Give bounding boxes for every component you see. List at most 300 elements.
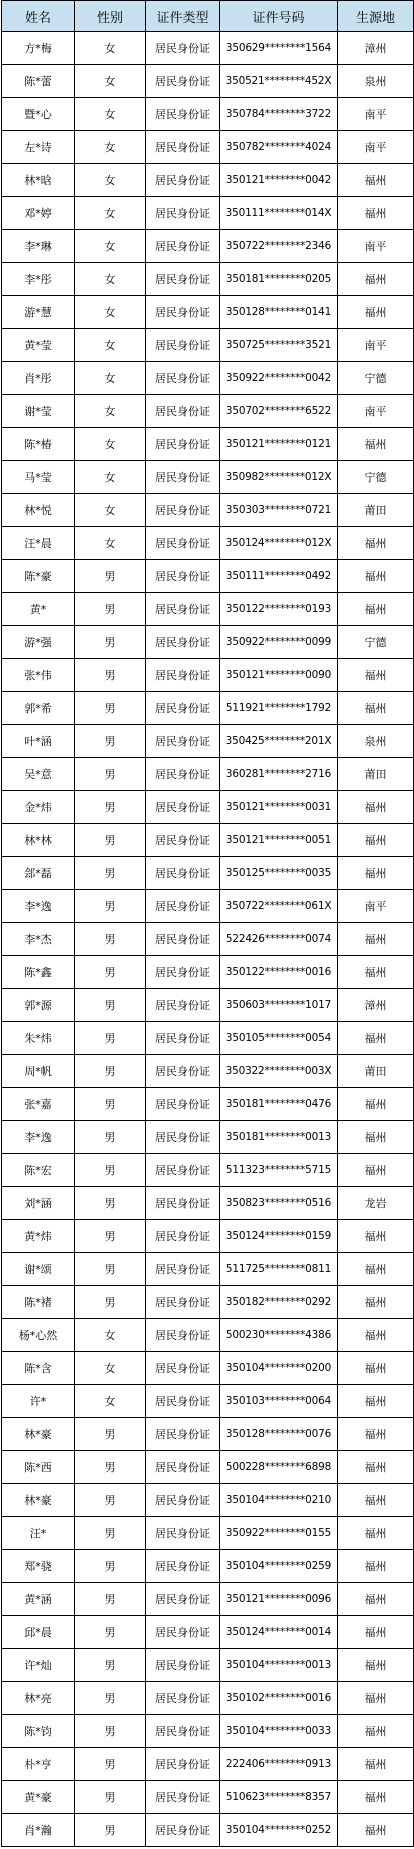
cell-name: 黄*豪	[2, 1781, 75, 1814]
table-row	[2, 923, 414, 956]
cell-name: 郭*希	[2, 692, 75, 725]
cell-id-type: 居民身份证	[146, 1385, 220, 1418]
header-id-type: 证件类型	[146, 1, 220, 32]
cell-id-number: 350105********0054	[220, 1022, 338, 1055]
cell-gender: 女	[75, 461, 146, 494]
cell-id-number: 350725********3521	[220, 329, 338, 362]
cell-name: 陈*宏	[2, 1154, 75, 1187]
cell-origin: 南平	[338, 131, 414, 164]
cell-origin: 福州	[338, 1022, 414, 1055]
cell-id-type: 居民身份证	[146, 1187, 220, 1220]
cell-gender: 男	[75, 1484, 146, 1517]
cell-gender: 男	[75, 1517, 146, 1550]
cell-origin: 福州	[338, 263, 414, 296]
cell-gender: 男	[75, 1748, 146, 1781]
table-row	[2, 659, 414, 692]
cell-name: 周*帆	[2, 1055, 75, 1088]
cell-name: 许*	[2, 1385, 75, 1418]
cell-id-number: 350121********0031	[220, 791, 338, 824]
cell-origin: 福州	[338, 428, 414, 461]
table-row	[2, 758, 414, 791]
cell-gender: 男	[75, 1022, 146, 1055]
cell-name: 暨*心	[2, 98, 75, 131]
cell-origin: 福州	[338, 824, 414, 857]
cell-id-number: 350104********0210	[220, 1484, 338, 1517]
cell-id-number: 350122********0016	[220, 956, 338, 989]
cell-id-number: 350104********0252	[220, 1814, 338, 1847]
cell-origin: 南平	[338, 395, 414, 428]
cell-name: 郑*骁	[2, 1550, 75, 1583]
table-row	[2, 1484, 414, 1517]
cell-name: 张*嘉	[2, 1088, 75, 1121]
cell-id-type: 居民身份证	[146, 1583, 220, 1616]
cell-gender: 男	[75, 989, 146, 1022]
cell-origin: 福州	[338, 164, 414, 197]
cell-origin: 福州	[338, 1715, 414, 1748]
cell-gender: 女	[75, 164, 146, 197]
cell-gender: 男	[75, 593, 146, 626]
cell-id-type: 居民身份证	[146, 296, 220, 329]
table-row	[2, 1055, 414, 1088]
table-row	[2, 527, 414, 560]
cell-origin: 福州	[338, 1385, 414, 1418]
cell-id-type: 居民身份证	[146, 428, 220, 461]
cell-id-type: 居民身份证	[146, 725, 220, 758]
cell-id-number: 350111********014X	[220, 197, 338, 230]
cell-id-number: 350125********0035	[220, 857, 338, 890]
cell-gender: 女	[75, 527, 146, 560]
table-row	[2, 1814, 414, 1847]
table-row	[2, 461, 414, 494]
table-row	[2, 362, 414, 395]
cell-gender: 女	[75, 362, 146, 395]
cell-id-type: 居民身份证	[146, 1814, 220, 1847]
cell-id-number: 350104********0013	[220, 1649, 338, 1682]
cell-gender: 男	[75, 692, 146, 725]
cell-id-type: 居民身份证	[146, 1484, 220, 1517]
cell-origin: 福州	[338, 1088, 414, 1121]
cell-origin: 福州	[338, 1121, 414, 1154]
cell-origin: 莆田	[338, 494, 414, 527]
cell-id-type: 居民身份证	[146, 791, 220, 824]
cell-origin: 福州	[338, 1550, 414, 1583]
table-row	[2, 1451, 414, 1484]
cell-name: 金*炜	[2, 791, 75, 824]
cell-origin: 福州	[338, 1253, 414, 1286]
cell-origin: 南平	[338, 329, 414, 362]
cell-id-number: 350122********0193	[220, 593, 338, 626]
cell-origin: 福州	[338, 1616, 414, 1649]
cell-gender: 男	[75, 890, 146, 923]
cell-id-type: 居民身份证	[146, 1682, 220, 1715]
cell-id-number: 350121********0096	[220, 1583, 338, 1616]
cell-id-number: 350425********201X	[220, 725, 338, 758]
cell-id-type: 居民身份证	[146, 263, 220, 296]
cell-id-type: 居民身份证	[146, 230, 220, 263]
cell-id-type: 居民身份证	[146, 1550, 220, 1583]
cell-id-number: 522426********0074	[220, 923, 338, 956]
cell-origin: 莆田	[338, 1055, 414, 1088]
cell-gender: 男	[75, 1187, 146, 1220]
cell-name: 叶*涵	[2, 725, 75, 758]
cell-name: 杨*心然	[2, 1319, 75, 1352]
cell-origin: 福州	[338, 527, 414, 560]
cell-origin: 福州	[338, 1484, 414, 1517]
cell-id-type: 居民身份证	[146, 857, 220, 890]
cell-id-type: 居民身份证	[146, 560, 220, 593]
cell-id-number: 350322********003X	[220, 1055, 338, 1088]
cell-id-number: 350603********1017	[220, 989, 338, 1022]
cell-origin: 南平	[338, 230, 414, 263]
table-row	[2, 1748, 414, 1781]
cell-id-number: 350104********0259	[220, 1550, 338, 1583]
cell-gender: 女	[75, 428, 146, 461]
cell-id-type: 居民身份证	[146, 395, 220, 428]
cell-origin: 福州	[338, 692, 414, 725]
cell-id-type: 居民身份证	[146, 65, 220, 98]
cell-gender: 男	[75, 1451, 146, 1484]
cell-origin: 福州	[338, 923, 414, 956]
table-row	[2, 1352, 414, 1385]
cell-id-number: 350181********0013	[220, 1121, 338, 1154]
table-row	[2, 98, 414, 131]
cell-id-type: 居民身份证	[146, 1286, 220, 1319]
cell-gender: 男	[75, 1055, 146, 1088]
cell-gender: 男	[75, 1154, 146, 1187]
cell-origin: 福州	[338, 1352, 414, 1385]
cell-id-number: 511725********0811	[220, 1253, 338, 1286]
cell-id-number: 511323********5715	[220, 1154, 338, 1187]
cell-gender: 男	[75, 659, 146, 692]
cell-id-number: 350104********0033	[220, 1715, 338, 1748]
cell-id-number: 350128********0076	[220, 1418, 338, 1451]
cell-id-number: 350629********1564	[220, 32, 338, 65]
cell-id-type: 居民身份证	[146, 1319, 220, 1352]
table-row	[2, 329, 414, 362]
cell-origin: 福州	[338, 296, 414, 329]
cell-id-number: 350181********0476	[220, 1088, 338, 1121]
cell-name: 陈*钧	[2, 1715, 75, 1748]
cell-gender: 男	[75, 1286, 146, 1319]
cell-name: 陈*鑫	[2, 956, 75, 989]
cell-id-type: 居民身份证	[146, 32, 220, 65]
cell-id-number: 350784********3722	[220, 98, 338, 131]
cell-id-number: 350102********0016	[220, 1682, 338, 1715]
cell-origin: 福州	[338, 857, 414, 890]
cell-id-number: 511921********1792	[220, 692, 338, 725]
cell-gender: 男	[75, 1121, 146, 1154]
table-row	[2, 131, 414, 164]
cell-id-number: 222406********0913	[220, 1748, 338, 1781]
cell-id-number: 350128********0141	[220, 296, 338, 329]
cell-gender: 女	[75, 395, 146, 428]
cell-id-number: 500230********4386	[220, 1319, 338, 1352]
cell-gender: 男	[75, 1649, 146, 1682]
cell-origin: 福州	[338, 1649, 414, 1682]
cell-id-number: 350922********0099	[220, 626, 338, 659]
cell-origin: 福州	[338, 1682, 414, 1715]
cell-gender: 男	[75, 824, 146, 857]
table-row	[2, 725, 414, 758]
table-row	[2, 692, 414, 725]
cell-id-type: 居民身份证	[146, 1451, 220, 1484]
cell-origin: 宁德	[338, 461, 414, 494]
cell-origin: 福州	[338, 659, 414, 692]
table-row	[2, 593, 414, 626]
table-row	[2, 1022, 414, 1055]
table-row	[2, 32, 414, 65]
table-row	[2, 65, 414, 98]
cell-id-number: 350823********0516	[220, 1187, 338, 1220]
cell-name: 刘*涵	[2, 1187, 75, 1220]
cell-gender: 女	[75, 263, 146, 296]
cell-id-number: 350181********0205	[220, 263, 338, 296]
cell-id-type: 居民身份证	[146, 692, 220, 725]
cell-id-type: 居民身份证	[146, 659, 220, 692]
cell-id-number: 350121********0121	[220, 428, 338, 461]
cell-id-number: 350111********0492	[220, 560, 338, 593]
cell-gender: 男	[75, 1814, 146, 1847]
table-row	[2, 1517, 414, 1550]
table-row	[2, 956, 414, 989]
table-row	[2, 1418, 414, 1451]
cell-name: 陈*褚	[2, 1286, 75, 1319]
cell-origin: 福州	[338, 1517, 414, 1550]
table-row	[2, 857, 414, 890]
table-row	[2, 890, 414, 923]
cell-id-number: 350124********012X	[220, 527, 338, 560]
cell-id-type: 居民身份证	[146, 494, 220, 527]
cell-name: 左*诗	[2, 131, 75, 164]
header-origin: 生源地	[338, 1, 414, 32]
cell-id-type: 居民身份证	[146, 527, 220, 560]
cell-id-type: 居民身份证	[146, 824, 220, 857]
table-row	[2, 296, 414, 329]
table-row	[2, 1616, 414, 1649]
cell-name: 林*亮	[2, 1682, 75, 1715]
cell-name: 谢*颂	[2, 1253, 75, 1286]
cell-name: 朴*亨	[2, 1748, 75, 1781]
cell-name: 陈*豪	[2, 560, 75, 593]
table-row	[2, 1220, 414, 1253]
cell-name: 黄*涵	[2, 1583, 75, 1616]
cell-origin: 福州	[338, 1220, 414, 1253]
cell-gender: 男	[75, 1418, 146, 1451]
cell-gender: 男	[75, 956, 146, 989]
cell-name: 肖*瀚	[2, 1814, 75, 1847]
cell-id-type: 居民身份证	[146, 1055, 220, 1088]
cell-name: 汪*	[2, 1517, 75, 1550]
cell-origin: 南平	[338, 98, 414, 131]
cell-gender: 男	[75, 560, 146, 593]
cell-origin: 南平	[338, 890, 414, 923]
cell-id-type: 居民身份证	[146, 197, 220, 230]
table-row	[2, 1385, 414, 1418]
student-table	[1, 0, 414, 1847]
cell-origin: 泉州	[338, 65, 414, 98]
cell-gender: 男	[75, 857, 146, 890]
cell-id-type: 居民身份证	[146, 98, 220, 131]
cell-origin: 宁德	[338, 626, 414, 659]
cell-name: 邓*婷	[2, 197, 75, 230]
cell-id-number: 350521********452X	[220, 65, 338, 98]
cell-name: 许*灿	[2, 1649, 75, 1682]
cell-name: 黄*	[2, 593, 75, 626]
cell-origin: 泉州	[338, 725, 414, 758]
table-row	[2, 197, 414, 230]
cell-id-type: 居民身份证	[146, 329, 220, 362]
cell-gender: 男	[75, 1715, 146, 1748]
cell-origin: 福州	[338, 1319, 414, 1352]
cell-id-type: 居民身份证	[146, 626, 220, 659]
table-row	[2, 1319, 414, 1352]
cell-name: 李*琳	[2, 230, 75, 263]
cell-id-type: 居民身份证	[146, 989, 220, 1022]
cell-name: 林*豪	[2, 1484, 75, 1517]
cell-origin: 福州	[338, 1781, 414, 1814]
cell-name: 吴*意	[2, 758, 75, 791]
cell-id-type: 居民身份证	[146, 1352, 220, 1385]
cell-origin: 福州	[338, 197, 414, 230]
cell-gender: 男	[75, 1616, 146, 1649]
cell-id-number: 500228********6898	[220, 1451, 338, 1484]
cell-id-number: 350124********0159	[220, 1220, 338, 1253]
cell-name: 张*伟	[2, 659, 75, 692]
cell-id-type: 居民身份证	[146, 461, 220, 494]
table-row	[2, 1781, 414, 1814]
cell-origin: 福州	[338, 1418, 414, 1451]
cell-id-number: 350922********0155	[220, 1517, 338, 1550]
cell-name: 李*逸	[2, 890, 75, 923]
table-row	[2, 1583, 414, 1616]
cell-id-type: 居民身份证	[146, 1748, 220, 1781]
cell-name: 李*杰	[2, 923, 75, 956]
table-row	[2, 791, 414, 824]
cell-gender: 女	[75, 65, 146, 98]
cell-id-number: 350982********012X	[220, 461, 338, 494]
table-row	[2, 1121, 414, 1154]
cell-origin: 福州	[338, 1451, 414, 1484]
cell-name: 方*梅	[2, 32, 75, 65]
cell-name: 陈*椿	[2, 428, 75, 461]
cell-id-number: 350922********0042	[220, 362, 338, 395]
cell-gender: 女	[75, 98, 146, 131]
cell-id-type: 居民身份证	[146, 1220, 220, 1253]
cell-name: 林*悦	[2, 494, 75, 527]
table-row	[2, 1550, 414, 1583]
table-row	[2, 1088, 414, 1121]
cell-id-number: 350124********0014	[220, 1616, 338, 1649]
cell-id-type: 居民身份证	[146, 1715, 220, 1748]
cell-id-number: 350303********0721	[220, 494, 338, 527]
cell-id-type: 居民身份证	[146, 131, 220, 164]
cell-id-type: 居民身份证	[146, 1253, 220, 1286]
cell-name: 肖*彤	[2, 362, 75, 395]
cell-name: 林*林	[2, 824, 75, 857]
header-gender: 性别	[75, 1, 146, 32]
cell-id-type: 居民身份证	[146, 1121, 220, 1154]
table-row	[2, 1649, 414, 1682]
table-row	[2, 1253, 414, 1286]
cell-gender: 女	[75, 32, 146, 65]
cell-id-number: 350121********0042	[220, 164, 338, 197]
cell-id-type: 居民身份证	[146, 1781, 220, 1814]
cell-gender: 女	[75, 1385, 146, 1418]
cell-gender: 女	[75, 1352, 146, 1385]
cell-name: 李*逸	[2, 1121, 75, 1154]
table-row	[2, 164, 414, 197]
table-row	[2, 1286, 414, 1319]
cell-id-number: 350103********0064	[220, 1385, 338, 1418]
cell-gender: 女	[75, 296, 146, 329]
cell-gender: 男	[75, 1220, 146, 1253]
cell-name: 朱*炜	[2, 1022, 75, 1055]
table-row	[2, 1154, 414, 1187]
table-row	[2, 428, 414, 461]
table-row	[2, 1187, 414, 1220]
cell-name: 游*强	[2, 626, 75, 659]
cell-origin: 宁德	[338, 362, 414, 395]
cell-id-number: 350702********6522	[220, 395, 338, 428]
cell-gender: 女	[75, 494, 146, 527]
table-row	[2, 560, 414, 593]
cell-name: 黄*莹	[2, 329, 75, 362]
table-row	[2, 395, 414, 428]
cell-id-type: 居民身份证	[146, 758, 220, 791]
cell-name: 陈*蕾	[2, 65, 75, 98]
cell-gender: 女	[75, 197, 146, 230]
cell-name: 汪*晨	[2, 527, 75, 560]
cell-name: 黄*炜	[2, 1220, 75, 1253]
cell-origin: 福州	[338, 593, 414, 626]
cell-gender: 女	[75, 131, 146, 164]
table-row	[2, 263, 414, 296]
cell-origin: 福州	[338, 1814, 414, 1847]
cell-name: 李*彤	[2, 263, 75, 296]
cell-id-type: 居民身份证	[146, 1418, 220, 1451]
cell-origin: 福州	[338, 1583, 414, 1616]
cell-id-number: 350722********2346	[220, 230, 338, 263]
cell-gender: 男	[75, 791, 146, 824]
cell-gender: 男	[75, 1682, 146, 1715]
cell-gender: 男	[75, 1781, 146, 1814]
cell-id-type: 居民身份证	[146, 1088, 220, 1121]
cell-origin: 漳州	[338, 989, 414, 1022]
cell-gender: 男	[75, 626, 146, 659]
cell-id-number: 510623********8357	[220, 1781, 338, 1814]
cell-gender: 女	[75, 1319, 146, 1352]
cell-origin: 福州	[338, 791, 414, 824]
cell-gender: 女	[75, 329, 146, 362]
cell-id-type: 居民身份证	[146, 362, 220, 395]
cell-name: 陈*含	[2, 1352, 75, 1385]
cell-gender: 男	[75, 1550, 146, 1583]
cell-name: 郭*源	[2, 989, 75, 1022]
header-id-number: 证件号码	[220, 1, 338, 32]
header-name: 姓名	[2, 1, 75, 32]
table-header-row	[2, 1, 414, 32]
cell-id-number: 350782********4024	[220, 131, 338, 164]
cell-name: 林*豪	[2, 1418, 75, 1451]
cell-name: 马*莹	[2, 461, 75, 494]
cell-id-type: 居民身份证	[146, 1517, 220, 1550]
cell-id-type: 居民身份证	[146, 890, 220, 923]
cell-origin: 漳州	[338, 32, 414, 65]
cell-origin: 福州	[338, 1286, 414, 1319]
cell-name: 郐*磊	[2, 857, 75, 890]
cell-id-type: 居民身份证	[146, 1649, 220, 1682]
cell-origin: 福州	[338, 1748, 414, 1781]
